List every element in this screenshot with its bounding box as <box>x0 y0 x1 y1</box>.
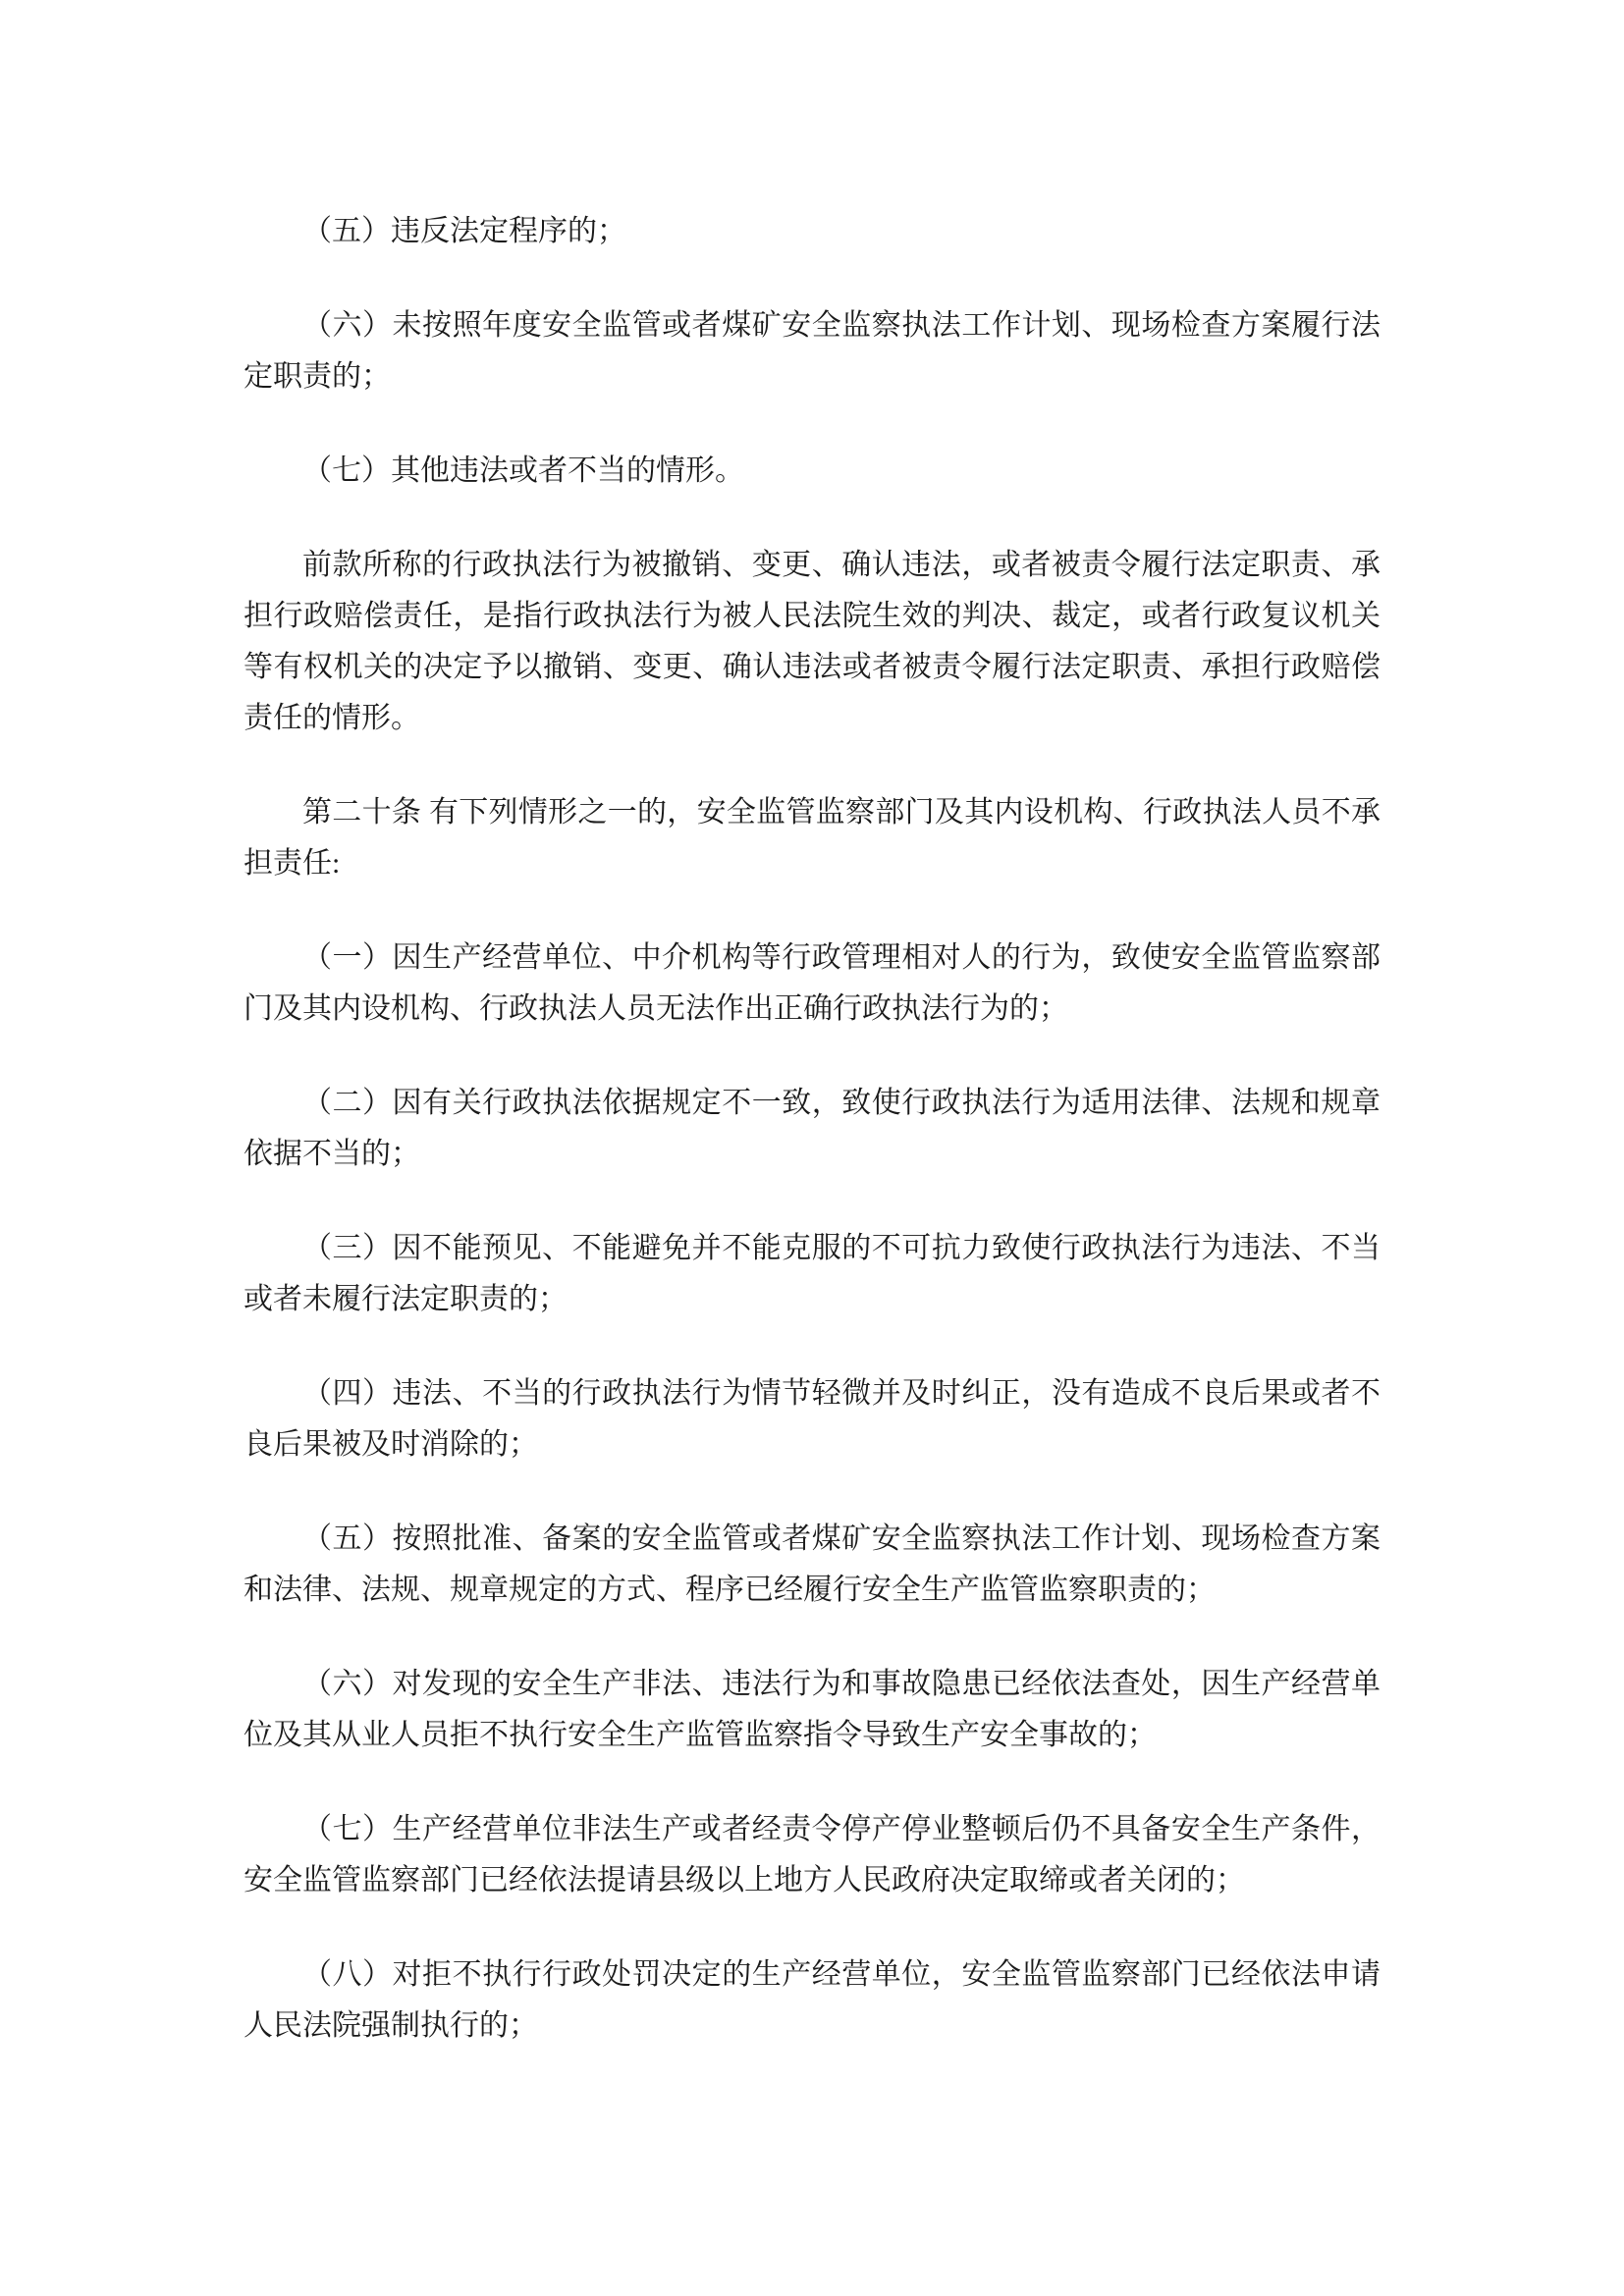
paragraph-subitem-6: （六）对发现的安全生产非法、违法行为和事故隐患已经依法查处，因生产经营单位及其从业人员拒不执行安全生产监管监察指令导致生产安全事故的； <box>244 1668 1380 1751</box>
paragraph-subitem-2: （二）因有关行政执法依据规定不一致，致使行政执法行为适用法律、法规和规章依据不当的； <box>244 1087 1380 1170</box>
paragraph-subitem-7: （七）生产经营单位非法生产或者经责令停产停业整顿后仍不具备安全生产条件，安全监管监察部门已经依法提请县级以上地方人民政府决定取缔或者关闭的； <box>244 1813 1380 1896</box>
paragraph-article-20: 第二十条 有下列情形之一的，安全监管监察部门及其内设机构、行政执法人员不承担责任: <box>244 796 1380 880</box>
paragraph-item-6: （六）未按照年度安全监管或者煤矿安全监察执法工作计划、现场检查方案履行法定职责的； <box>244 309 1380 393</box>
paragraph-subitem-4: （四）违法、不当的行政执法行为情节轻微并及时纠正，没有造成不良后果或者不良后果被及时消除的； <box>244 1377 1380 1461</box>
paragraph-item-5: （五）违反法定程序的； <box>302 215 626 247</box>
paragraph-subitem-5: （五）按照批准、备案的安全监管或者煤矿安全监察执法工作计划、现场检查方案和法律、法规、规章规定的方式、程序已经履行安全生产监管监察职责的； <box>244 1522 1380 1606</box>
paragraph-subitem-8: （八）对拒不执行行政处罚决定的生产经营单位，安全监管监察部门已经依法申请人民法院强制执行的； <box>244 1958 1380 2042</box>
paragraph-subitem-1: （一）因生产经营单位、中介机构等行政管理相对人的行为，致使安全监管监察部门及其内设机构、行政执法人员无法作出正确行政执法行为的； <box>244 941 1380 1025</box>
paragraph-item-7: （七）其他违法或者不当的情形。 <box>302 454 744 487</box>
paragraph-clause-note: 前款所称的行政执法行为被撤销、变更、确认违法，或者被责令履行法定职责、承担行政赔偿责任，是指行政执法行为被人民法院生效的判决、裁定，或者行政复议机关等有权机关的决定予以撤销、变更、确认违法或者被责令履行法定职责、承担行政赔偿责任的情形。 <box>244 549 1380 734</box>
paragraph-subitem-3: （三）因不能预见、不能避免并不能克服的不可抗力致使行政执法行为违法、不当或者未履行法定职责的； <box>244 1232 1380 1315</box>
